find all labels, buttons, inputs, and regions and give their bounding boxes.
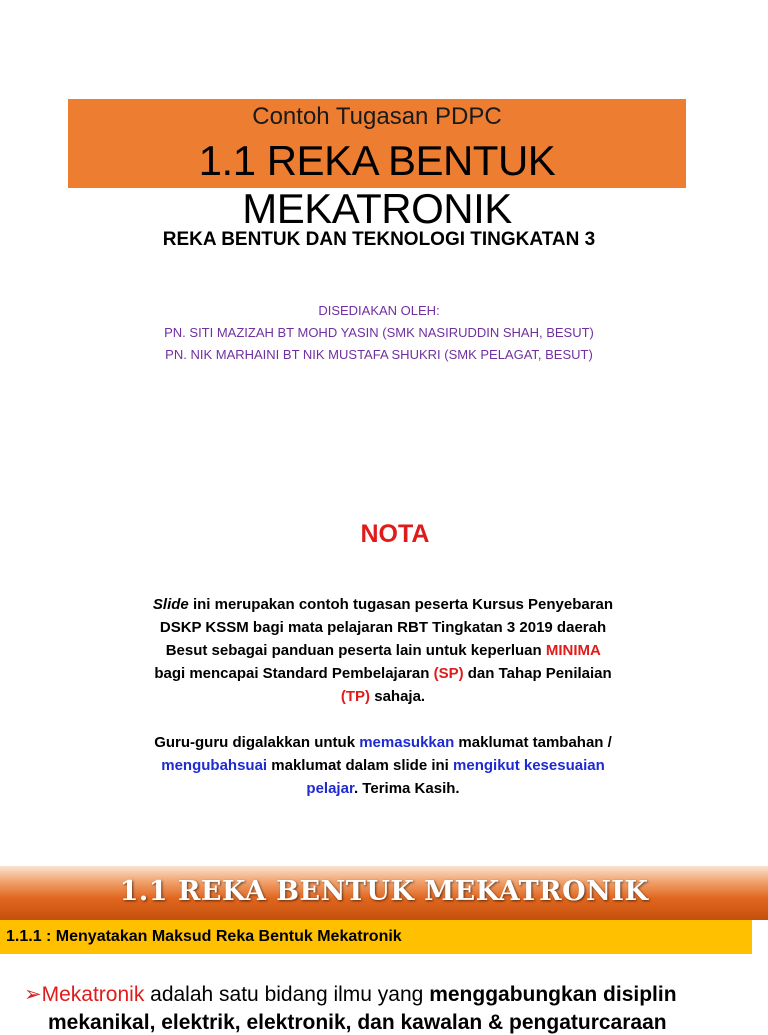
p2-part4: . Terima Kasih. [353,780,460,797]
slide-word: Slide [152,596,189,613]
p1-part3: dan Tahap Penilaian [463,665,612,682]
p1-part1: ini merupakan contoh tugasan peserta Kursus Penyebaran DSKP KSSM bagi mata pelajaran RBT Tingkatan 3 2019 daerah Besut sebagai panduan peserta lain untuk keperluan [159,596,614,659]
body-line-2: mekanikal, elektrik, elektronik, dan kawalan & pengaturcaraan [48,1011,667,1034]
minima-word: MINIMA [545,642,601,659]
sp-word: (SP) [433,665,464,682]
mengikut-phrase: mengikut kesesuaian pelajar [306,757,605,797]
section-title-band [0,866,768,920]
subject-heading: REKA BENTUK DAN TEKNOLOGI TINGKATAN 3 [162,229,596,250]
nota-paragraph-2 [150,731,616,800]
body-text-1: adalah satu bidang ilmu yang [144,983,430,1006]
body-bold-1: menggabungkan disiplin [429,983,677,1006]
section-title: 1.1 REKA BENTUK MEKATRONIK [119,876,649,907]
term-mekatronik: Mekatronik [41,983,145,1006]
memasukkan-word: memasukkan [359,734,455,751]
prepared-label: DISEDIAKAN OLEH: [318,303,440,318]
p2-part1: Guru-guru digalakkan untuk [154,734,360,751]
body-line-1 [24,982,768,1007]
title-box [68,99,686,232]
title-small: Contoh Tugasan PDPC [252,103,502,130]
author-2: PN. NIK MARHAINI BT NIK MUSTAFA SHUKRI (SMK PELAGAT, BESUT) [165,347,593,362]
author-1: PN. SITI MAZIZAH BT MOHD YASIN (SMK NASIRUDDIN SHAH, BESUT) [164,325,594,340]
p2-part2: maklumat tambahan / [454,734,612,751]
prepared-by [0,300,758,366]
nota-paragraph-1 [150,593,616,708]
mengubahsuai-word: mengubahsuai [161,757,268,774]
p2-part3: maklumat dalam slide ini [267,757,454,774]
title-big: 1.1 REKA BENTUK MEKATRONIK [198,137,556,232]
nota-heading: NOTA [360,520,430,548]
bullet-arrow-icon: ➢ [24,983,42,1006]
tp-word: (TP) [340,688,371,705]
p1-part4: sahaja. [370,688,426,705]
p1-part2: bagi mencapai Standard Pembelajaran [154,665,434,682]
topic-bar: 1.1.1 : Menyatakan Maksud Reka Bentuk Mekatronik [0,920,752,954]
